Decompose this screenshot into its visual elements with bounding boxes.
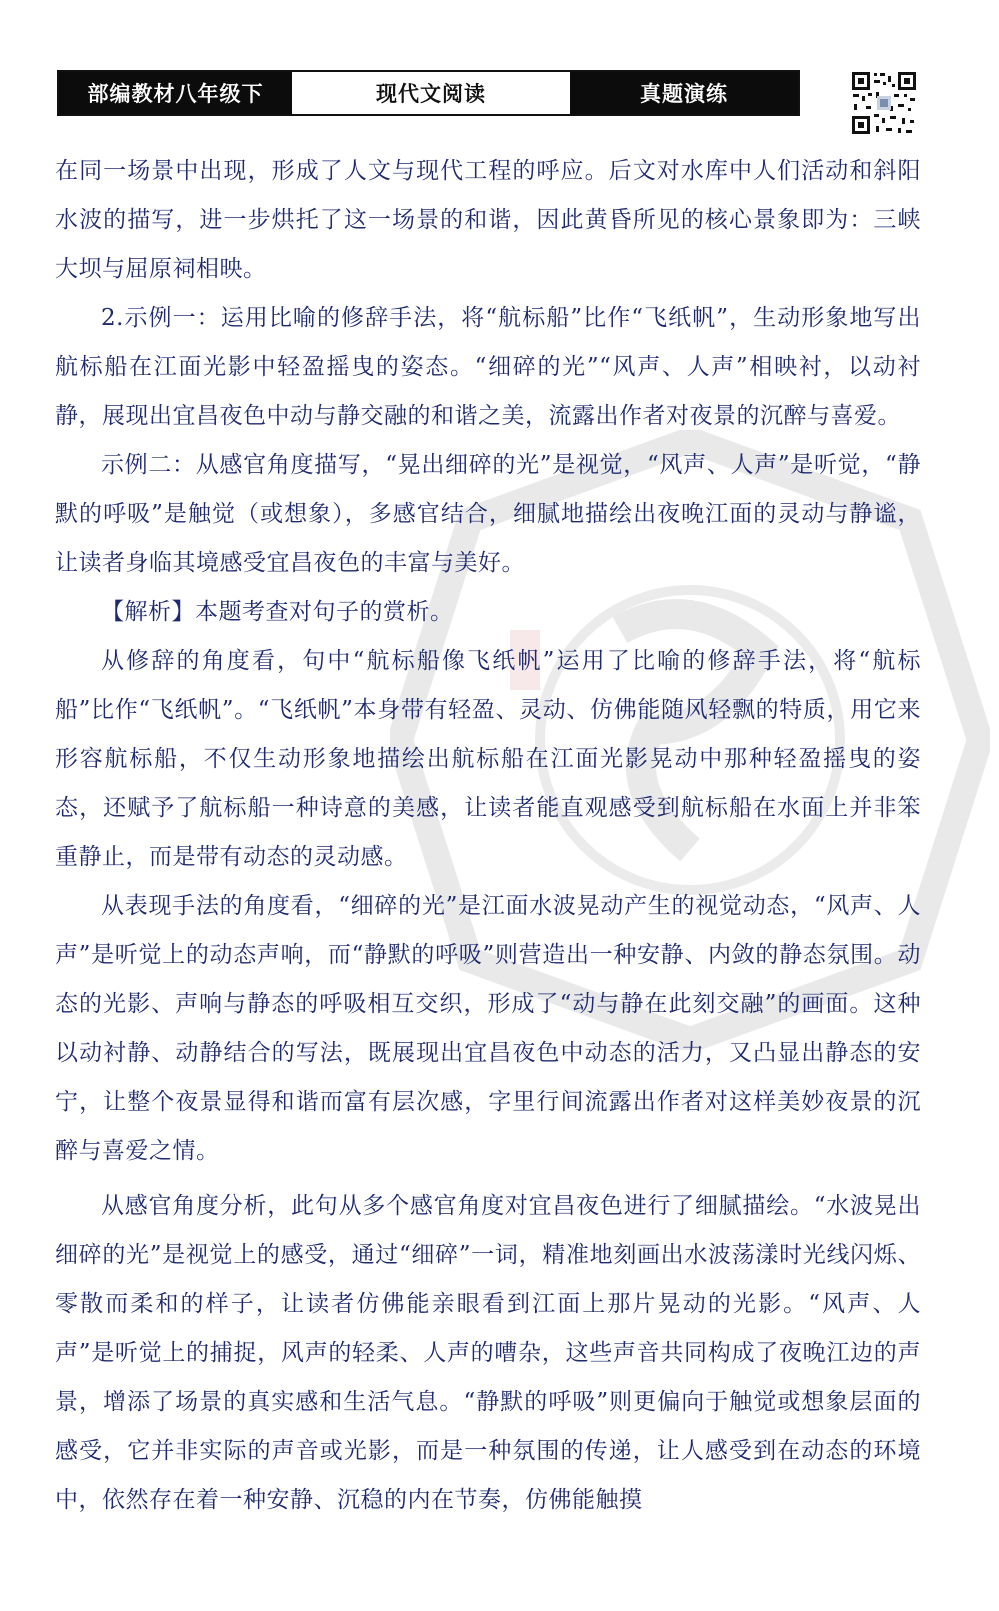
answer-example-two: 示例二：从感官角度描写，“晃出细碎的光”是视觉，“风声、人声”是听觉，“静默的呼吸”是触觉（或想象），多感官结合，细腻地描绘出夜晚江面的灵动与静谧，让读者身临其境感受宜昌夜色的丰富与美好。 xyxy=(55,452,921,576)
header-grade-label: 部编教材八年级下 xyxy=(59,72,292,114)
analysis-heading: 【解析】本题考查对句子的赏析。 xyxy=(101,599,454,625)
paragraph-continued: 在同一场景中出现，形成了人文与现代工程的呼应。后文对水库中人们活动和斜阳水波的描写，进一步烘托了这一场景的和谐，因此黄昏所见的核心景象即为：三峡大坝与屈原祠相映。 xyxy=(55,158,921,282)
qr-code-icon xyxy=(850,70,918,136)
analysis-rhetoric: 从修辞的角度看，句中“航标船像飞纸帆”运用了比喻的修辞手法，将“航标船”比作“飞纸帆”。“飞纸帆”本身带有轻盈、灵动、仿佛能随风轻飘的特质，用它来形容航标船，不仅生动形象地描绘出航标船在江面光影晃动中那种轻盈摇曳的姿态，还赋予了航标船一种诗意的美感，让读者能直观感受到航标船在水面上并非笨重静止，而是带有动态的灵动感。 xyxy=(55,648,921,870)
header-bar xyxy=(57,70,800,116)
analysis-senses: 从感官角度分析，此句从多个感官角度对宜昌夜色进行了细腻描绘。“水波晃出细碎的光”是视觉上的感受，通过“细碎”一词，精准地刻画出水波荡漾时光线闪烁、零散而柔和的样子，让读者仿佛能亲眼看到江面上那片晃动的光影。“风声、人声”是听觉上的捕捉，风声的轻柔、人声的嘈杂，这些声音共同构成了夜晚江边的声景，增添了场景的真实感和生活气息。“静默的呼吸”则更偏向于触觉或想象层面的感受，它并非实际的声音或光影，而是一种氛围的传递，让人感受到在动态的环境中，依然存在着一种安静、沉稳的内在节奏，仿佛能触摸 xyxy=(55,1193,921,1513)
answer-example-one: 2.示例一：运用比喻的修辞手法，将“航标船”比作“飞纸帆”，生动形象地写出航标船在江面光影中轻盈摇曳的姿态。“细碎的光”“风声、人声”相映衬，以动衬静，展现出宜昌夜色中动与静交融的和谐之美，流露出作者对夜景的沉醉与喜爱。 xyxy=(55,305,921,429)
article-body xyxy=(55,147,921,1525)
header-practice-label: 真题演练 xyxy=(570,72,798,114)
header-section-label: 现代文阅读 xyxy=(292,72,570,114)
analysis-technique: 从表现手法的角度看，“细碎的光”是江面水波晃动产生的视觉动态，“风声、人声”是听觉上的动态声响，而“静默的呼吸”则营造出一种安静、内敛的静态氛围。动态的光影、声响与静态的呼吸相互交织，形成了“动与静在此刻交融”的画面。这种以动衬静、动静结合的写法，既展现出宜昌夜色中动态的活力，又凸显出静态的安宁，让整个夜景显得和谐而富有层次感，字里行间流露出作者对这样美妙夜景的沉醉与喜爱之情。 xyxy=(55,893,921,1164)
